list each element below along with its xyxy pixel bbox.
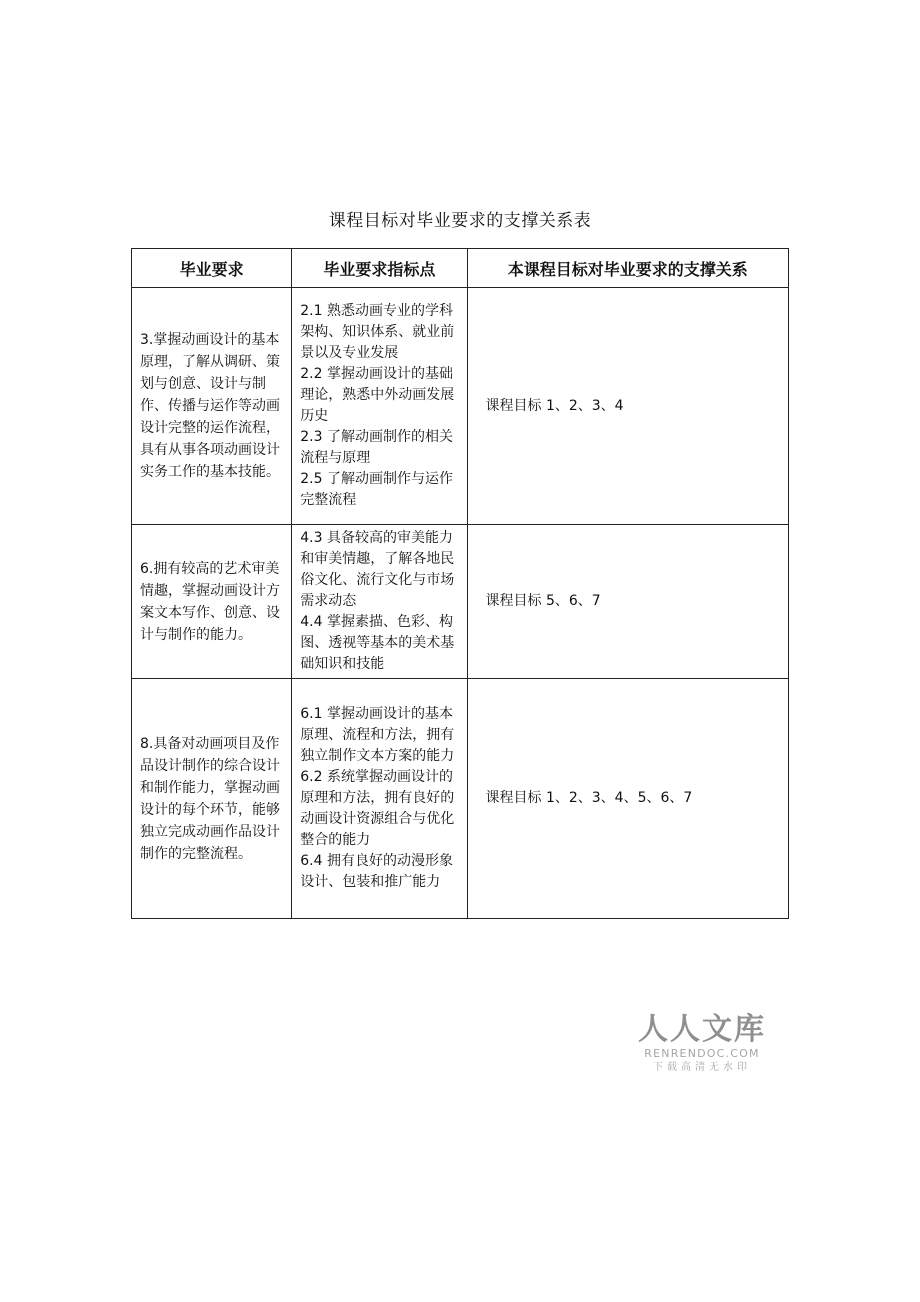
requirement-text: 3.掌握动画设计的基本原理，了解从调研、策划与创意、设计与制作、传播与运作等动画设计完整的运作流程，具有从事各项动画设计实务工作的基本技能。 (140, 332, 280, 480)
watermark-domain: RENRENDOC.COM (644, 1047, 760, 1060)
indicators-cell (292, 525, 467, 679)
indicators-cell (292, 288, 467, 525)
table-row (132, 525, 789, 679)
support-text: 课程目标 1、2、3、4、5、6、7 (485, 790, 693, 806)
support-text: 课程目标 1、2、3、4 (485, 397, 624, 414)
header-graduation-requirement: 毕业要求 (132, 249, 292, 288)
document-title: 课程目标对毕业要求的支撑关系表 (328, 211, 592, 231)
table-row (132, 679, 789, 919)
indicator-item: 2.1 熟悉动画专业的学科架构、知识体系、就业前景以及专业发展 (300, 303, 455, 361)
indicator-item: 4.3 具备较高的审美能力和审美情趣，了解各地民俗文化、流行文化与市场需求动态 (300, 530, 455, 609)
requirement-cell (132, 525, 292, 679)
requirement-text: 6.拥有较高的艺术审美情趣，掌握动画设计方案文本写作、创意、设计与制作的能力。 (140, 560, 280, 643)
indicator-item: 6.4 拥有良好的动漫形象设计、包装和推广能力 (300, 853, 453, 890)
support-text: 课程目标 5、6、7 (485, 593, 601, 609)
indicator-item: 4.4 掌握素描、色彩、构图、透视等基本的美术基础知识和技能 (300, 614, 455, 672)
table-header-row (132, 249, 789, 288)
support-cell (467, 288, 789, 525)
watermark-brand: 人人文库 (638, 1012, 766, 1047)
indicators-cell (292, 679, 467, 919)
watermark-logo (632, 1013, 772, 1075)
watermark-slogan: 下载高清无水印 (653, 1062, 751, 1073)
requirement-text: 8.具备对动画项目及作品设计制作的综合设计和制作能力，掌握动画设计的每个环节，能够独立完成动画作品设计制作的完整流程。 (140, 735, 280, 862)
support-cell (467, 525, 789, 679)
requirement-cell (132, 679, 292, 919)
indicator-item: 2.2 掌握动画设计的基础理论，熟悉中外动画发展历史 (300, 366, 455, 424)
table-row (132, 288, 789, 525)
indicator-item: 6.2 系统掌握动画设计的原理和方法，拥有良好的动画设计资源组合与优化整合的能力 (300, 769, 455, 848)
requirement-cell (132, 288, 292, 525)
header-indicator-points: 毕业要求指标点 (292, 249, 467, 288)
header-support-relationship: 本课程目标对毕业要求的支撑关系 (467, 249, 789, 288)
indicator-item: 6.1 掌握动画设计的基本原理、流程和方法，拥有独立制作文本方案的能力 (300, 706, 455, 764)
indicator-item: 2.5 了解动画制作与运作完整流程 (300, 471, 453, 508)
support-cell (467, 679, 789, 919)
support-relationship-table (131, 248, 789, 919)
indicator-item: 2.3 了解动画制作的相关流程与原理 (300, 429, 453, 466)
